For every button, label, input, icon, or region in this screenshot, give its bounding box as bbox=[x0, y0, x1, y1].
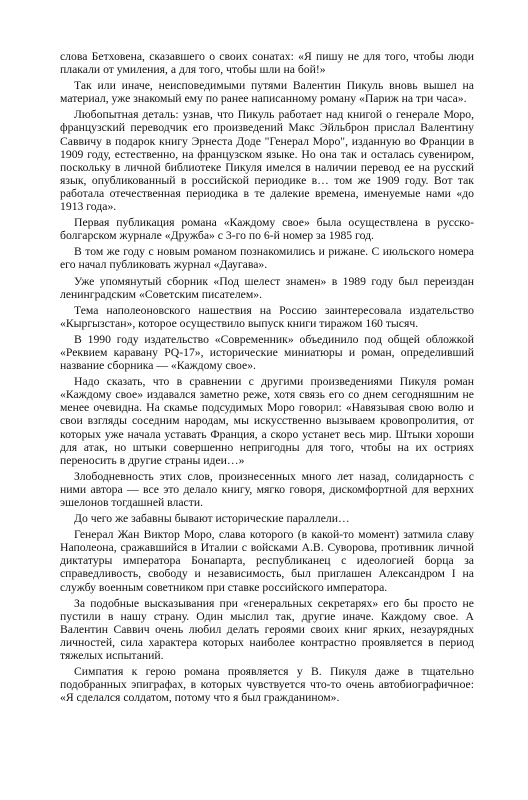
paragraph: Генерал Жан Виктор Моро, слава которого (в какой-то момент) затмила славу Наполеона, сражавшийся в Италии с войсками А.В. Суворова, противник личной диктатуры императора Бонапарта, республиканец с идеологией борца за справедливость, свободу и независимость, был приглашен Александром I на службу военным советником при ставке российского императора. bbox=[60, 528, 474, 594]
paragraph: Любопытная деталь: узнав, что Пикуль работает над книгой о генерале Моро, французский переводчик его произведений Макс Эйльброн прислал Валентину Саввичу в подарок книгу Эрнеста Доде "Генерал Моро", изданную во Франции в 1909 году, естественно, на французском языке. Но она так и осталась сувениром, поскольку в личной библиотеке Пикуля имелся в наличии перевод ее на русский язык, опубликованный в российской периодике в… том же 1909 году. Вот так работала отечественная периодика в те далекие времена, именуемые нами «до 1913 года». bbox=[60, 108, 474, 214]
paragraph: слова Бетховена, сказавшего о своих сонатах: «Я пишу не для того, чтобы люди плакали от умиления, а для того, чтобы шли на бой!» bbox=[60, 50, 474, 77]
paragraph: Тема наполеоновского нашествия на Россию заинтересовала издательство «Кыргызстан», которое осуществило выпуск книги тиражом 160 тысяч. bbox=[60, 303, 474, 330]
paragraph: За подобные высказывания при «генеральных секретарях» его бы просто не пустили в нашу страну. Один мыслил так, другие иначе. Каждому свое. А Валентин Саввич очень любил делать героями своих книг ярких, незаурядных личностей, сила характера которых наиболее контрастно проявляется в период тяжелых испытаний. bbox=[60, 596, 474, 663]
paragraph: Так или иначе, неисповедимыми путями Валентин Пикуль вновь вышел на материал, уже знакомый ему по ранее написанному роману «Париж на три часа». bbox=[60, 79, 474, 106]
paragraph: В том же году с новым романом познакомились и рижане. С июльского номера его начал публиковать журнал «Даугава». bbox=[60, 245, 474, 272]
paragraph: Уже упомянутый сборник «Под шелест знамен» в 1989 году был переиздан ленинградским «Советским писателем». bbox=[60, 274, 474, 301]
body-text bbox=[60, 50, 474, 704]
paragraph: До чего же забавны бывают исторические параллели… bbox=[74, 512, 350, 526]
paragraph: В 1990 году издательство «Современник» объединило под общей обложкой «Реквием каравану PQ-17», исторические миниатюры и роман, определивший название сборника — «Каждому свое». bbox=[60, 332, 474, 373]
paragraph: Надо сказать, что в сравнении с другими произведениями Пикуля роман «Каждому свое» издавался заметно реже, хотя связь его со днем сегодняшним не менее очевидна. На скамье подсудимых Моро говорил: «Навязывая свою волю и свои взгляды соседним народам, мы искусственно вызываем кровопролития, от которых уже начала уставать Франция, а скоро устанет весь мир. Штыки хороши для атак, но штыки совершенно непригодны для того, чтобы на их остриях переносить в другие страны идеи…» bbox=[60, 375, 474, 467]
paragraph: Злободневность этих слов, произнесенных много лет назад, солидарность с ними автора — все это делало книгу, мягко говоря, дискомфортной для верхних эшелонов тогдашней власти. bbox=[60, 469, 474, 509]
paragraph: Первая публикация романа «Каждому свое» была осуществлена в русско-болгарском журнале «Дружба» с 3-го по 6-й номер за 1985 год. bbox=[60, 216, 474, 243]
paragraph: Симпатия к герою романа проявляется у В. Пикуля даже в тщательно подобранных эпиграфах, в которых чувствуется что-то очень автобиографичное: «Я сделался солдатом, потому что я был гражданином». bbox=[60, 665, 474, 705]
